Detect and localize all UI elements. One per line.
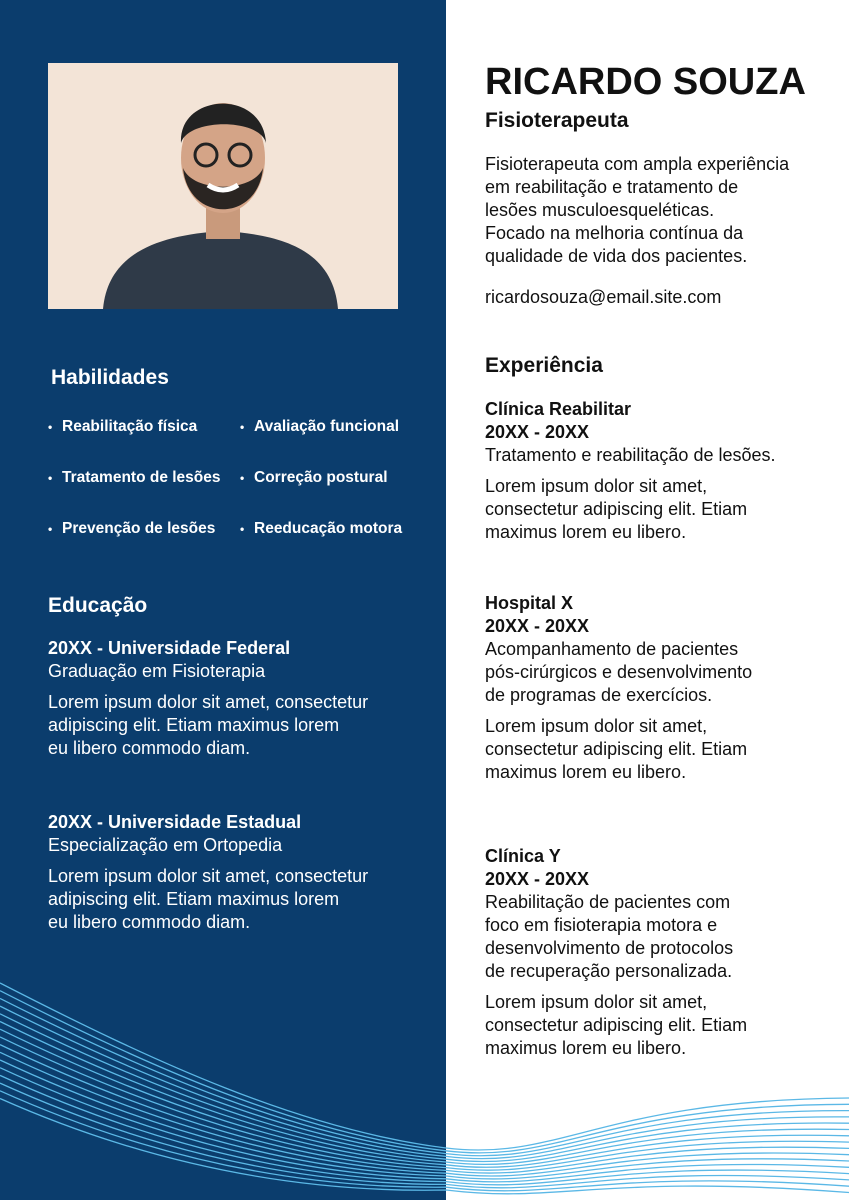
summary xyxy=(485,153,789,268)
skill-item xyxy=(48,467,240,518)
text-line: Lorem ipsum dolor sit amet, consectetur xyxy=(48,692,369,712)
skill-item xyxy=(240,518,430,569)
text-line: Lorem ipsum dolor sit amet, xyxy=(485,476,708,496)
text-line: em reabilitação e tratamento de xyxy=(485,177,739,197)
education-title: 20XX - Universidade Federal xyxy=(48,638,291,658)
skills-heading: Habilidades xyxy=(51,366,169,389)
text-line: Tratamento e reabilitação de lesões. xyxy=(485,445,776,465)
text-line: consectetur adipiscing elit. Etiam xyxy=(485,1015,748,1035)
bullet-icon: • xyxy=(48,471,53,485)
text-line: foco em fisioterapia motora e xyxy=(485,915,718,935)
text-line: Reabilitação de pacientes com xyxy=(485,892,731,912)
text-line: eu libero commodo diam. xyxy=(48,912,251,932)
experience-dates: 20XX - 20XX xyxy=(485,422,590,442)
company-name: Clínica Reabilitar xyxy=(485,399,632,419)
skill-label: Correção postural xyxy=(254,469,388,486)
text-line: lesões musculoesqueléticas. xyxy=(485,200,715,220)
education-heading: Educação xyxy=(48,594,148,617)
skills-list xyxy=(48,416,428,569)
text-line: Lorem ipsum dolor sit amet, consectetur xyxy=(48,866,369,886)
text-line: Focado na melhoria contínua da xyxy=(485,223,744,243)
text-line: eu libero commodo diam. xyxy=(48,738,251,758)
text-line: maximus lorem eu libero. xyxy=(485,1038,687,1058)
profile-photo xyxy=(48,63,398,309)
text-line: Fisioterapeuta com ampla experiência xyxy=(485,154,790,174)
experience-item xyxy=(485,592,845,784)
experience-dates: 20XX - 20XX xyxy=(485,869,590,889)
experience-item xyxy=(485,398,845,544)
skill-item xyxy=(240,416,430,467)
text-line: qualidade de vida dos pacientes. xyxy=(485,246,748,266)
skill-label: Reeducação motora xyxy=(254,520,403,537)
text-line: Lorem ipsum dolor sit amet, xyxy=(485,992,708,1012)
bullet-icon: • xyxy=(240,420,245,434)
job-title: Fisioterapeuta xyxy=(485,109,629,132)
text-line: pós-cirúrgicos e desenvolvimento xyxy=(485,662,753,682)
skill-label: Avaliação funcional xyxy=(254,418,399,435)
experience-heading: Experiência xyxy=(485,354,603,377)
company-name: Hospital X xyxy=(485,593,574,613)
text-line: Lorem ipsum dolor sit amet, xyxy=(485,716,708,736)
text-line: adipiscing elit. Etiam maximus lorem xyxy=(48,889,340,909)
bullet-icon: • xyxy=(48,420,53,434)
text-line: maximus lorem eu libero. xyxy=(485,522,687,542)
skill-label: Prevenção de lesões xyxy=(62,520,216,537)
person-name: RICARDO SOUZA xyxy=(485,61,806,103)
text-line: maximus lorem eu libero. xyxy=(485,762,687,782)
education-item xyxy=(48,811,438,934)
education-title: 20XX - Universidade Estadual xyxy=(48,812,302,832)
text-line: consectetur adipiscing elit. Etiam xyxy=(485,739,748,759)
text-line: desenvolvimento de protocolos xyxy=(485,938,734,958)
education-subtitle: Especialização em Ortopedia xyxy=(48,835,283,855)
email-link[interactable]: ricardosouza@email.site.com xyxy=(485,287,722,307)
experience-item xyxy=(485,845,845,1060)
experience-dates: 20XX - 20XX xyxy=(485,616,590,636)
bullet-icon: • xyxy=(240,471,245,485)
text-line: Acompanhamento de pacientes xyxy=(485,639,739,659)
bullet-icon: • xyxy=(48,522,53,536)
education-item xyxy=(48,637,438,760)
skill-label: Reabilitação física xyxy=(62,418,198,435)
skill-item xyxy=(48,518,240,569)
bullet-icon: • xyxy=(240,522,245,536)
education-subtitle: Graduação em Fisioterapia xyxy=(48,661,266,681)
skill-label: Tratamento de lesões xyxy=(62,469,221,486)
text-line: de recuperação personalizada. xyxy=(485,961,733,981)
text-line: adipiscing elit. Etiam maximus lorem xyxy=(48,715,340,735)
skill-item xyxy=(240,467,430,518)
text-line: de programas de exercícios. xyxy=(485,685,713,705)
text-line: consectetur adipiscing elit. Etiam xyxy=(485,499,748,519)
skill-item xyxy=(48,416,240,467)
company-name: Clínica Y xyxy=(485,846,561,866)
